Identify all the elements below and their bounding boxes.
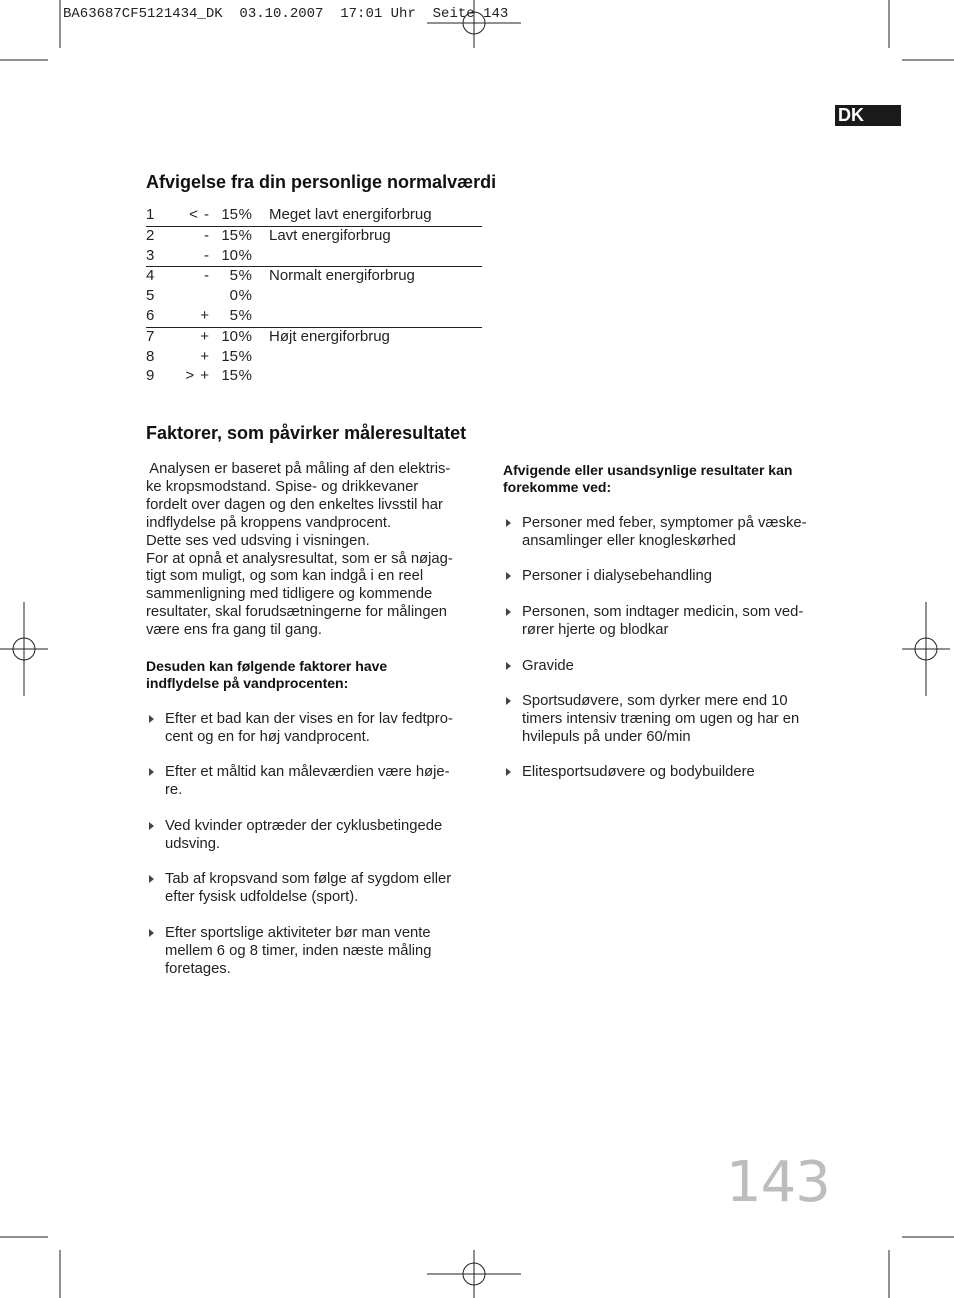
text-line: resultater, skal forudsætningerne for målingen <box>146 604 448 621</box>
row-percent: 10 <box>221 327 238 345</box>
text-line: Personen, som indtager medicin, som ved- <box>522 604 804 620</box>
list-item <box>522 515 807 551</box>
row-number: 2 <box>146 226 155 244</box>
table-row <box>146 206 482 226</box>
table-row <box>146 247 482 267</box>
row-percent-symbol: % <box>238 267 252 285</box>
bullet-arrow-icon <box>506 519 511 527</box>
print-header: BA63687CF5121434_DK 03.10.2007 17:01 Uhr Seite 143 <box>63 6 509 22</box>
table-row <box>146 327 482 348</box>
table-row <box>146 226 482 247</box>
row-percent-symbol: % <box>238 246 252 264</box>
bullet-arrow-icon <box>506 662 511 670</box>
text-line: Personer i dialysebehandling <box>522 568 713 584</box>
text-line: efter fysisk udfoldelse (sport). <box>165 888 359 905</box>
row-number: 3 <box>146 246 155 264</box>
text-line: For at opnå et analysresultat, som er så nøjag- <box>146 550 453 567</box>
text-line: foretages. <box>165 960 231 977</box>
text-line: udsving. <box>165 835 221 852</box>
list-item <box>165 764 450 800</box>
row-percent: 10 <box>221 246 238 264</box>
list-item <box>522 604 803 640</box>
row-percent: 5 <box>229 267 238 285</box>
row-percent: 5 <box>229 306 238 324</box>
row-percent-symbol: % <box>238 287 252 305</box>
text-line: Desuden kan følgende faktorer have <box>146 658 388 674</box>
bullet-arrow-icon <box>506 768 511 776</box>
row-sign: + <box>200 347 210 365</box>
row-number: 7 <box>146 327 155 345</box>
bullet-arrow-icon <box>149 875 154 883</box>
text-line: Sportsudøvere, som dyrker mere end 10 <box>522 693 788 709</box>
list-item <box>522 568 712 586</box>
bullet-arrow-icon <box>149 768 154 776</box>
row-number: 1 <box>146 206 155 223</box>
row-percent: 15 <box>221 367 238 385</box>
text-line: Efter et bad kan der vises en for lav fedtpro- <box>165 711 453 727</box>
row-number: 4 <box>146 267 155 285</box>
table-row <box>146 266 482 287</box>
text-line: Dette ses ved udsving i visningen. <box>146 532 370 549</box>
row-number: 5 <box>146 287 155 305</box>
factors-heading <box>146 658 486 692</box>
language-tag: DK <box>835 105 901 126</box>
list-item <box>165 818 442 854</box>
section1-title: Afvigelse fra din personlige normalværdi <box>146 172 497 192</box>
page-number: 143 <box>726 1150 830 1215</box>
row-percent-symbol: % <box>238 347 252 365</box>
row-number: 9 <box>146 367 155 385</box>
table-row <box>146 287 482 307</box>
row-number: 8 <box>146 347 155 365</box>
row-sign: + <box>200 327 210 345</box>
bullet-arrow-icon <box>506 608 511 616</box>
row-sign: - <box>204 226 210 244</box>
text-line: indflydelse på kroppens vandprocent. <box>146 514 392 531</box>
text-line: cent og en for høj vandprocent. <box>165 728 370 745</box>
deviating-heading <box>503 462 833 496</box>
section2-title: Faktorer, som påvirker måleresultatet <box>146 423 467 443</box>
row-percent: 0 <box>229 287 238 305</box>
table-row <box>146 307 482 327</box>
row-description: Højt energiforbrug <box>269 327 390 345</box>
list-item <box>165 871 451 907</box>
text-line: Analysen er baseret på måling af den elektris- <box>146 461 451 477</box>
text-line: timers intensiv træning om ugen og har en <box>522 710 800 727</box>
text-line: fordelt over dagen og den enkeltes livsstil har <box>146 496 443 513</box>
bullet-arrow-icon <box>149 715 154 723</box>
list-item <box>522 658 574 676</box>
row-percent: 15 <box>221 226 238 244</box>
bullet-arrow-icon <box>149 822 154 830</box>
text-line: tigt som muligt, og som kan indgå i en reel <box>146 568 424 585</box>
row-sign: + <box>200 306 210 324</box>
list-item <box>165 711 453 747</box>
text-line: Ved kvinder optræder der cyklusbetingede <box>165 818 443 834</box>
text-line: ansamlinger eller knogleskørhed <box>522 532 736 549</box>
list-item <box>522 693 799 747</box>
row-description: Lavt energiforbrug <box>269 226 391 244</box>
row-sign: < - <box>189 206 210 223</box>
text-line: re. <box>165 781 183 798</box>
row-percent-symbol: % <box>238 306 252 324</box>
row-sign: - <box>204 267 210 285</box>
normal-value-table <box>146 206 482 387</box>
row-percent: 15 <box>221 347 238 365</box>
text-line: Elitesportsudøvere og bodybuildere <box>522 764 755 780</box>
row-percent: 15 <box>221 206 238 223</box>
bullet-arrow-icon <box>506 572 511 580</box>
row-number: 6 <box>146 306 155 324</box>
list-item <box>165 925 431 979</box>
bullet-arrow-icon <box>506 697 511 705</box>
text-line: Afvigende eller usandsynlige resultater kan <box>503 462 793 478</box>
text-line: Gravide <box>522 658 574 674</box>
row-sign: > + <box>185 367 210 385</box>
text-line: Personer med feber, symptomer på væske- <box>522 515 807 531</box>
text-line: hvilepuls på under 60/min <box>522 728 691 745</box>
row-description: Normalt energiforbrug <box>269 267 415 285</box>
row-percent-symbol: % <box>238 327 252 345</box>
intro-paragraph <box>146 461 486 640</box>
row-percent-symbol: % <box>238 367 252 385</box>
list-item <box>522 764 755 782</box>
bullet-arrow-icon <box>149 929 154 937</box>
text-line: rører hjerte og blodkar <box>522 621 669 638</box>
row-percent-symbol: % <box>238 206 252 223</box>
table-row <box>146 348 482 368</box>
text-line: sammenligning med tidligere og kommende <box>146 586 433 603</box>
text-line: Tab af kropsvand som følge af sygdom eller <box>165 871 452 887</box>
text-line: Efter et måltid kan måleværdien være høje- <box>165 764 450 780</box>
text-line: Efter sportslige aktiviteter bør man vente <box>165 925 431 941</box>
text-line: indflydelse på vandprocenten: <box>146 675 349 691</box>
text-line: ke kropsmodstand. Spise- og drikkevaner <box>146 478 419 495</box>
row-sign: - <box>204 246 210 264</box>
text-line: forekomme ved: <box>503 479 612 495</box>
text-line: være ens fra gang til gang. <box>146 622 323 639</box>
row-description: Meget lavt energiforbrug <box>269 206 432 223</box>
row-percent-symbol: % <box>238 226 252 244</box>
table-row <box>146 367 482 387</box>
text-line: mellem 6 og 8 timer, inden næste måling <box>165 942 432 959</box>
